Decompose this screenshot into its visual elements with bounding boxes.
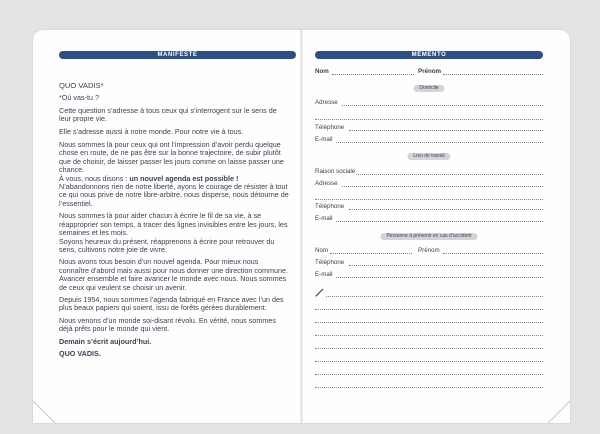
- para-title: QUO VADIS*: [59, 81, 104, 90]
- manifeste-banner: MANIFESTE: [59, 51, 296, 59]
- adresse-label: Adresse: [315, 99, 338, 106]
- adresse2-field-line2[interactable]: [315, 199, 543, 200]
- para-demain: Demain s’écrit aujourd’hui.: [59, 336, 152, 346]
- nom-label: Nom: [315, 68, 329, 75]
- page-gutter: [300, 30, 303, 423]
- notes-line[interactable]: [315, 374, 543, 375]
- prenom-field[interactable]: [443, 74, 543, 75]
- adresse-field[interactable]: [342, 105, 543, 106]
- para-translation: *Où vas-tu ?: [59, 93, 99, 103]
- agenda-spread: [33, 30, 570, 423]
- para-liberte: N’abandonnons rien de notre liberté, ayons le courage de résister à tout ce qui nous prive de notre libre-arbitre, nous disperse, nous détourne de l’essentiel.: [59, 182, 289, 208]
- manifeste-text: [59, 82, 289, 358]
- para-signature: QUO VADIS.: [59, 348, 101, 358]
- prenom-label: Prénom: [418, 68, 442, 75]
- email2-field[interactable]: [336, 221, 543, 222]
- nouvel-agenda-emphasis: un nouvel agenda est possible !: [129, 173, 239, 183]
- para-avancer: Avancer ensemble et faire avancer le monde avec nous. Nous sommes de ceux qui veulent se choisir un avenir.: [59, 274, 287, 292]
- nom2-field[interactable]: [330, 253, 412, 254]
- page-corner-icon: [542, 395, 570, 423]
- prenom2-label: Prénom: [418, 247, 440, 254]
- pen-icon: [315, 288, 324, 297]
- email-label: E-mail: [315, 136, 333, 143]
- adresse-field-line2[interactable]: [315, 119, 543, 120]
- para-besoin: Nous avons tous besoin d’un nouvel agenda. Pour mieux nous connaître d’abord mais aussi pour nous donner une direction commune.: [59, 257, 288, 275]
- para-heureux: Soyons heureux du présent, réapprenons à écrire pour retrouver du sens, cultivons notre joie de vivre.: [59, 236, 275, 254]
- email3-field[interactable]: [336, 277, 543, 278]
- para-1954: Depuis 1954, nous sommes l’agenda fabriqué en France avec l’un des plus beaux papiers qui soient, issu de forêts gérées durablement.: [59, 294, 284, 313]
- raison-sociale-field[interactable]: [356, 174, 543, 175]
- para-question: Cette question s’adresse à tous ceux qui s’interrogent sur le sens de leur propre vie.: [59, 105, 277, 124]
- telephone-label: Téléphone: [315, 124, 345, 131]
- page-corner-icon: [33, 395, 61, 423]
- notes-line[interactable]: [315, 361, 543, 362]
- memento-form: [315, 30, 543, 423]
- accident-pill: Personne à prévenir en cas d’accident: [380, 233, 477, 240]
- email3-label: E-mail: [315, 271, 333, 278]
- telephone3-label: Téléphone: [315, 259, 345, 266]
- telephone-field[interactable]: [349, 130, 543, 131]
- email2-label: E-mail: [315, 215, 333, 222]
- para-world: Elle s’adresse aussi à notre monde. Pour notre vie à tous.: [59, 126, 244, 136]
- nom-field[interactable]: [332, 74, 414, 75]
- email-field[interactable]: [336, 142, 543, 143]
- notes-line[interactable]: [326, 296, 543, 297]
- notes-line[interactable]: [315, 309, 543, 310]
- para-fil: Nous sommes là pour aider chacun à écrire le fil de sa vie, à se réapproprier son temps, à tracer des lignes invisibles entre les jours, les semaines et les mois.: [59, 211, 288, 238]
- para-monde: Nous venons d’un monde soi-disant révolu. En vérité, nous sommes déjà prêts pour le monde qui vient.: [59, 315, 276, 334]
- telephone2-field[interactable]: [349, 209, 543, 210]
- para-lost: Nous sommes là pour ceux qui ont l’impression d’avoir perdu quelque chose en route, de ne pas être sur la bonne trajectoire, de subir plutôt que de choisir, de laisser passer les jours comme on laisse passer une chance.: [59, 140, 284, 175]
- raison-sociale-label: Raison sociale: [315, 168, 356, 175]
- telephone2-label: Téléphone: [315, 203, 345, 210]
- notes-line[interactable]: [315, 348, 543, 349]
- nom2-label: Nom: [315, 247, 329, 254]
- prenom2-field[interactable]: [443, 253, 543, 254]
- notes-line[interactable]: [315, 335, 543, 336]
- adresse2-label: Adresse: [315, 180, 338, 187]
- vous-text: À vous, nous disons :: [59, 173, 128, 183]
- notes-line[interactable]: [315, 322, 543, 323]
- telephone3-field[interactable]: [349, 265, 543, 266]
- notes-line[interactable]: [315, 387, 543, 388]
- adresse2-field[interactable]: [342, 186, 543, 187]
- domicile-pill: Domicile: [413, 85, 444, 92]
- travail-pill: Lieu de travail: [407, 153, 450, 160]
- memento-banner: MÉMENTO: [315, 51, 543, 59]
